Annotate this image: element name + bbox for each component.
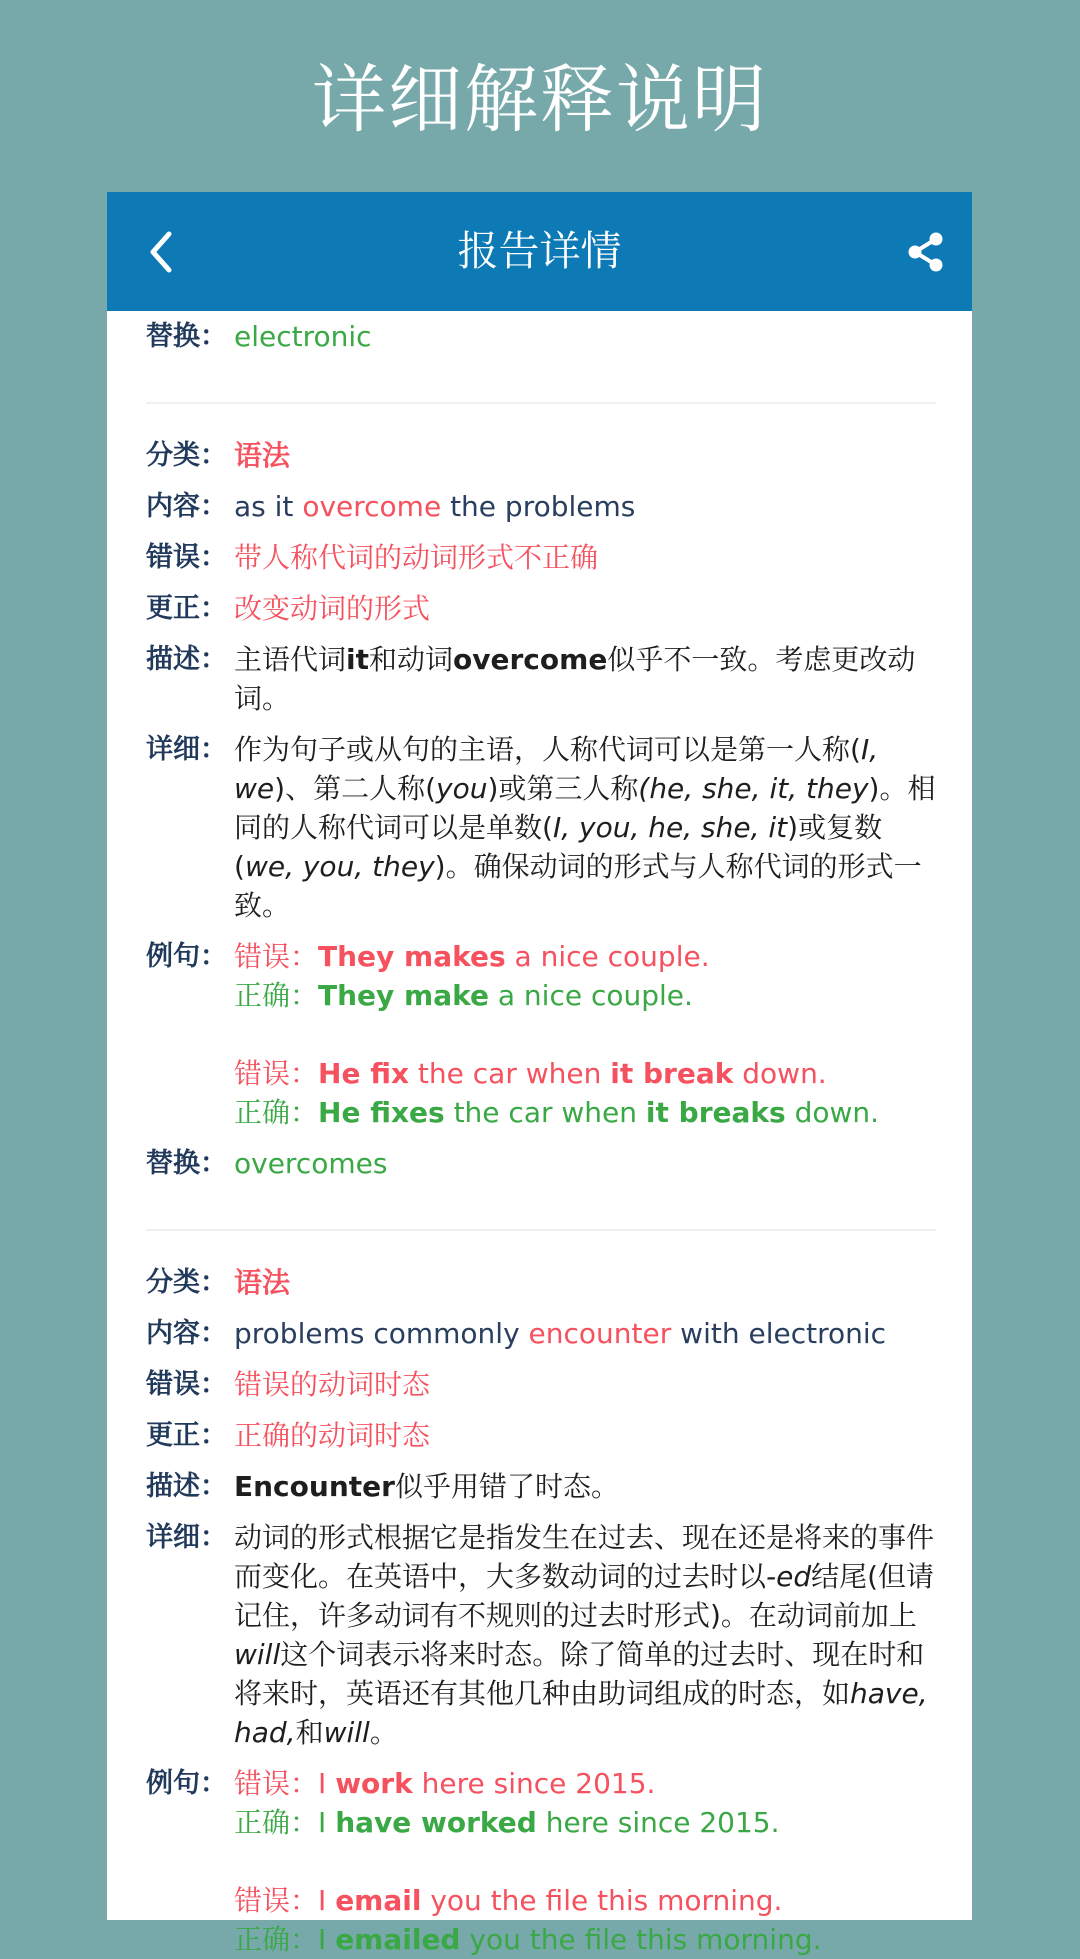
- replace-value[interactable]: overcomes: [234, 1147, 388, 1180]
- content-label: 内容：: [146, 491, 227, 522]
- share-icon: [906, 231, 946, 273]
- description-value: Encounter似乎用错了时态。: [234, 1470, 619, 1503]
- error-label: 错误：: [146, 1369, 227, 1400]
- issue-card: [146, 1263, 936, 1959]
- examples-row: [146, 1764, 936, 1959]
- description-label: 描述：: [146, 644, 227, 675]
- example-right: 正确：I emailed you the file this morning.: [234, 1923, 822, 1956]
- replace-row: [146, 1144, 936, 1195]
- report-detail-screen: [107, 192, 972, 1956]
- examples-label: 例句：: [146, 941, 227, 972]
- content-row: [146, 487, 936, 538]
- error-highlight: encounter: [528, 1317, 672, 1350]
- examples-label: 例句：: [146, 1768, 227, 1799]
- share-button[interactable]: [898, 224, 954, 280]
- correction-label: 更正：: [146, 593, 227, 624]
- content-row: [146, 1314, 936, 1365]
- category-value: 语法: [234, 439, 291, 472]
- header-bar: [107, 192, 972, 311]
- detail-row: [146, 1518, 936, 1752]
- example-wrong: 错误：I email you the file this morning.: [234, 1884, 783, 1917]
- category-value: 语法: [234, 1266, 291, 1299]
- replace-row: [146, 317, 936, 368]
- page-title: 报告详情: [457, 227, 622, 275]
- correction-label: 更正：: [146, 1420, 227, 1451]
- description-row: [146, 640, 936, 718]
- content-label: 内容：: [146, 1318, 227, 1349]
- example-wrong: 错误：They makes a nice couple.: [234, 940, 710, 973]
- error-value: 错误的动词时态: [234, 1368, 431, 1401]
- category-label: 分类：: [146, 440, 227, 471]
- detail-row: [146, 730, 936, 925]
- detail-label: 详细：: [146, 1522, 227, 1553]
- example-wrong: 错误：He fix the car when it break down.: [234, 1057, 827, 1090]
- report-content[interactable]: [107, 311, 972, 1956]
- correction-value: 改变动词的形式: [234, 592, 431, 625]
- detail-value: 动词的形式根据它是指发生在过去、现在还是将来的事件而变化。在英语中，大多数动词的过去时以-ed结尾(但请记住，许多动词有不规则的过去时形式)。在动词前加上will这个词表示将来时态。除了简单的过去时、现在时和将来时，英语还有其他几种由助词组成的时态，如have, had,和will。: [234, 1521, 935, 1749]
- error-highlight: overcome: [302, 490, 442, 523]
- category-label: 分类：: [146, 1267, 227, 1298]
- category-row: [146, 1263, 936, 1314]
- example-right: 正确：They make a nice couple.: [234, 979, 693, 1012]
- description-row: [146, 1467, 936, 1506]
- replace-label: 替换：: [146, 1148, 227, 1179]
- examples-row: [146, 937, 936, 1132]
- divider: [146, 402, 936, 404]
- content-value: problems commonly encounter with electronic: [234, 1317, 887, 1350]
- description-label: 描述：: [146, 1471, 227, 1502]
- issue-card: [146, 436, 936, 1195]
- detail-value: 作为句子或从句的主语，人称代词可以是第一人称(I, we)、第二人称(you)或第三人称(he, she, it, they)。相同的人称代词可以是单数(I, you, he, she, it)或复数(we, you, they)。确保动词的形式与人称代词的形式一致。: [234, 733, 936, 922]
- example-wrong: 错误：I work here since 2015.: [234, 1767, 656, 1800]
- description-value: 主语代词it和动词overcome似乎不一致。考虑更改动词。: [234, 643, 916, 715]
- error-row: [146, 1365, 936, 1416]
- correction-value: 正确的动词时态: [234, 1419, 431, 1452]
- divider: [146, 1229, 936, 1231]
- examples-list: [234, 1764, 936, 1959]
- error-row: [146, 538, 936, 589]
- replace-value[interactable]: electronic: [234, 320, 372, 353]
- examples-list: [234, 937, 936, 1132]
- error-label: 错误：: [146, 542, 227, 573]
- content-value: as it overcome the problems: [234, 490, 636, 523]
- correction-row: [146, 1416, 936, 1467]
- category-row: [146, 436, 936, 487]
- example-right: 正确：I have worked here since 2015.: [234, 1806, 780, 1839]
- error-value: 带人称代词的动词形式不正确: [234, 541, 599, 574]
- banner-title: 详细解释说明: [312, 57, 768, 143]
- detail-label: 详细：: [146, 734, 227, 765]
- example-right: 正确：He fixes the car when it breaks down.: [234, 1096, 880, 1129]
- correction-row: [146, 589, 936, 640]
- replace-label: 替换：: [146, 321, 227, 352]
